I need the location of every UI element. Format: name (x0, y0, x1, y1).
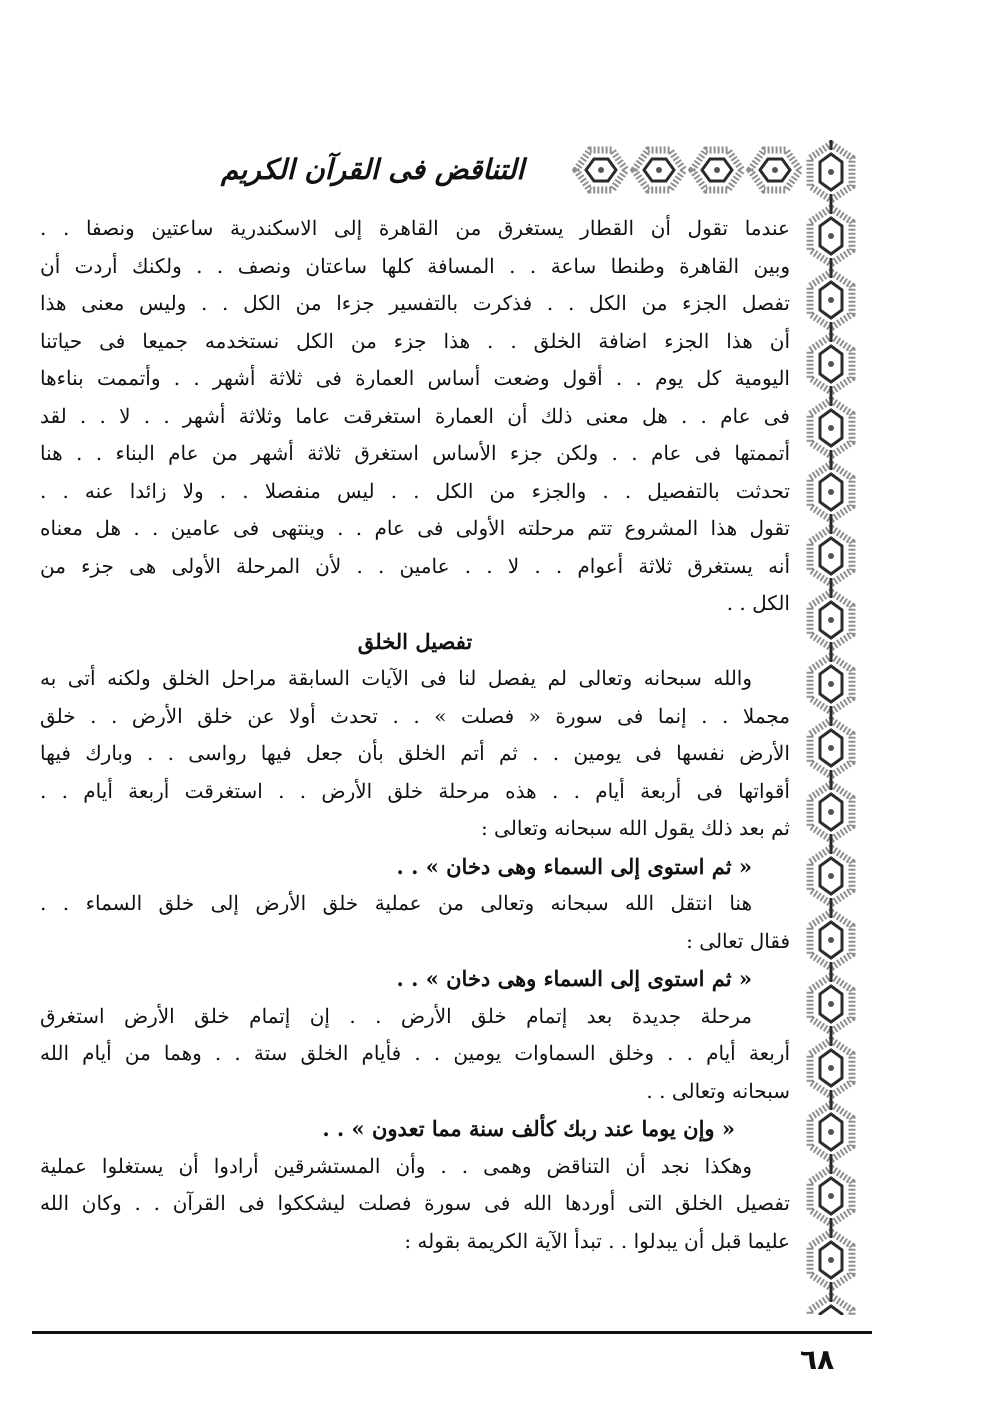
chain-ornament-border-icon (800, 140, 862, 1315)
text-line: والله سبحانه وتعالى لم يفصل لنا فى الآيات السابقة مراحل الخلق ولكنه أتى به (40, 666, 752, 690)
text-line: تحدثت بالتفصيل . . والجزء من الكل . . ليس منفصلا . . ولا زائدا عنه . . (40, 478, 790, 503)
text-line: سبحانه وتعالى . . (646, 1078, 790, 1103)
quran-verse: « ثم استوى إلى السماء وهى دخان » . . (396, 966, 752, 991)
text-line: تفصل الجزء من الكل . . فذكرت بالتفسير جزءا من الكل . . وليس معنى هذا (40, 291, 790, 315)
page-number: ٦٨ (800, 1343, 835, 1376)
text-line: تقول هذا المشروع تتم مرحلته الأولى فى عام . . وينتهى فى عامين . . هل معناه (40, 516, 790, 540)
text-line: مجملا . . إنما فى سورة « فصلت » . . تحدث أولا عن خلق الأرض . . خلق (40, 703, 790, 728)
text-line: وبين القاهرة وطنطا ساعة . . المسافة كلها ساعتان ونصف . . ولكنك أردت أن (40, 253, 790, 278)
text-line: أربعة أيام . . وخلق السماوات يومين . . فأيام الخلق ستة . . وهما من أيام الله (40, 1041, 790, 1065)
chain-ornament-top-icon (572, 140, 802, 200)
text-line: أنه يستغرق ثلاثة أعوام . . لا . . عامين . . لأن المرحلة الأولى هى جزء من (40, 553, 790, 578)
text-line: عليما قبل أن يبدلوا . . تبدأ الآية الكريمة بقوله : (404, 1228, 790, 1253)
section-heading: تفصيل الخلق (357, 628, 473, 654)
quran-verse: « ثم استوى إلى السماء وهى دخان » . . (396, 853, 752, 879)
text-line: فقال تعالى : (686, 928, 790, 953)
text-line: أتممتها فى عام . . ولكن جزء الأساس استغرق ثلاثة أشهر من عام البناء . . هنا (40, 441, 790, 465)
text-line: الأرض نفسها فى يومين . . ثم أتم الخلق بأن جعل فيها رواسى . . وبارك فيها (40, 741, 790, 765)
footer-rule (32, 1331, 872, 1334)
page-title: التناقض فى القرآن الكريم (220, 153, 525, 186)
text-line: تفصيل الخلق التى أوردها الله فى سورة فصلت ليشككوا فى القرآن . . وكان الله (40, 1191, 790, 1215)
text-line: مرحلة جديدة بعد إتمام خلق الأرض . . إن إتمام خلق الأرض استغرق (40, 1003, 752, 1028)
quran-verse: « وإن يوما عند ربك كألف سنة مما تعدون » . . (322, 1116, 735, 1141)
text-line: هنا انتقل الله سبحانه وتعالى من عملية خلق الأرض إلى خلق السماء . . (40, 891, 752, 915)
text-line: فى عام . . هل معنى ذلك أن العمارة استغرقت عاما وثلاثة أشهر . . لا . . لقد (40, 403, 790, 428)
text-line: الكل . . (726, 591, 790, 615)
text-line: عندما تقول أن القطار يستغرق من القاهرة إلى الاسكندرية ساعتين ونصفا . . (40, 216, 790, 240)
text-line: وهكذا نجد أن التناقض وهمى . . وأن المستشرقين أرادوا أن يستغلوا عملية (40, 1153, 752, 1178)
body-text (40, 210, 790, 1260)
text-line: أقواتها فى أربعة أيام . . هذه مرحلة خلق الأرض . . استغرقت أربعة أيام . . (40, 778, 790, 803)
text-line: اليومية كل يوم . . أقول وضعت أساس العمارة فى ثلاثة أشهر . . وأتممت بناءها (40, 366, 790, 390)
text-line: أن هذا الجزء اضافة الخلق . . هذا جزء من الكل نستخدمه جميعا فى حياتنا (40, 328, 790, 353)
text-line: ثم بعد ذلك يقول الله سبحانه وتعالى : (480, 816, 790, 840)
